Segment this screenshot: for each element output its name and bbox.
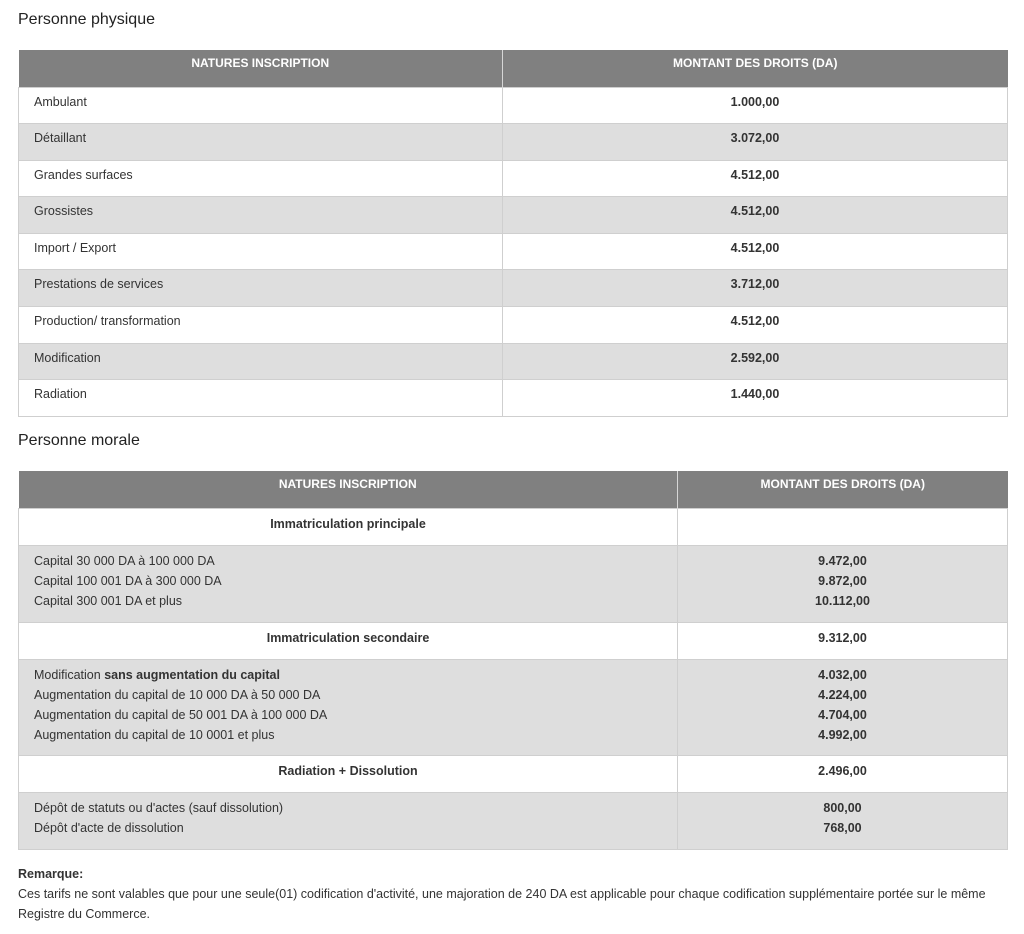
table-row-depots	[19, 792, 1008, 849]
nature-cell: Détaillant	[19, 124, 503, 161]
list-item-label: Dépôt d'acte de dissolution	[34, 820, 184, 835]
table-row	[19, 160, 1008, 197]
nature-cell: Production/ transformation	[19, 307, 503, 344]
header-natures-inscription: NATURES INSCRIPTION	[19, 471, 678, 508]
header-montant-droits: MONTANT DES DROITS (DA)	[503, 50, 1008, 87]
list-item-montant: 800,00	[823, 800, 862, 815]
group-row-radiation-dissolution	[19, 755, 1008, 792]
header-natures-inscription: NATURES INSCRIPTION	[19, 50, 503, 87]
nature-cell: Radiation	[19, 380, 503, 417]
label-prefix: Modification	[34, 667, 105, 682]
table-header-row	[19, 471, 1008, 508]
table-personne-physique	[18, 50, 1008, 417]
montant-cell: 4.512,00	[503, 233, 1008, 270]
list-item-label: Capital 30 000 DA à 100 000 DA	[34, 553, 215, 568]
group-montant: 2.496,00	[678, 755, 1008, 792]
list-item-label: Capital 100 001 DA à 300 000 DA	[34, 573, 222, 588]
group-row-immatriculation-principale	[19, 508, 1008, 545]
table-row	[19, 233, 1008, 270]
table-row-capital	[19, 545, 1008, 622]
nature-cell: Modification	[19, 343, 503, 380]
montant-cell: 1.440,00	[503, 380, 1008, 417]
depots-montants	[678, 792, 1008, 849]
nature-cell: Prestations de services	[19, 270, 503, 307]
list-item-label: Dépôt de statuts ou d'actes (sauf dissolution)	[34, 800, 284, 815]
group-label: Radiation + Dissolution	[19, 755, 678, 792]
header-montant-droits: MONTANT DES DROITS (DA)	[678, 471, 1008, 508]
nature-cell: Grossistes	[19, 197, 503, 234]
table-personne-morale	[18, 471, 1008, 850]
list-item-montant: 9.472,00	[818, 553, 867, 568]
montant-cell: 4.512,00	[503, 307, 1008, 344]
montant-cell: 3.712,00	[503, 270, 1008, 307]
list-item-montant: 768,00	[823, 820, 862, 835]
group-row-immatriculation-secondaire	[19, 622, 1008, 659]
list-item-label	[34, 665, 662, 685]
group-montant: 9.312,00	[678, 622, 1008, 659]
section-title-personne-morale: Personne morale	[18, 432, 140, 449]
remarque-block	[18, 864, 1008, 924]
section-title-personne-physique: Personne physique	[18, 11, 155, 28]
list-item-label: Augmentation du capital de 10 0001 et plus	[34, 727, 275, 742]
nature-cell: Ambulant	[19, 87, 503, 124]
list-item-montant: 4.704,00	[818, 707, 867, 722]
capital-montants	[678, 545, 1008, 622]
table-header-row	[19, 50, 1008, 87]
list-item-montant: 4.032,00	[818, 667, 867, 682]
montant-cell: 4.512,00	[503, 160, 1008, 197]
table-row	[19, 270, 1008, 307]
label-bold: sans augmentation du capital	[104, 667, 280, 682]
montant-cell: 3.072,00	[503, 124, 1008, 161]
list-item-montant: 9.872,00	[818, 573, 867, 588]
table-row	[19, 124, 1008, 161]
depots-labels	[19, 792, 678, 849]
list-item-label: Augmentation du capital de 10 000 DA à 50 000 DA	[34, 687, 321, 702]
group-label: Immatriculation principale	[19, 508, 678, 545]
table-row	[19, 307, 1008, 344]
table-row	[19, 197, 1008, 234]
table-row	[19, 343, 1008, 380]
table-row-modification	[19, 659, 1008, 755]
modification-montants	[678, 659, 1008, 755]
table-row	[19, 87, 1008, 124]
montant-cell: 1.000,00	[503, 87, 1008, 124]
nature-cell: Import / Export	[19, 233, 503, 270]
list-item-label: Augmentation du capital de 50 001 DA à 100 000 DA	[34, 707, 328, 722]
montant-cell: 2.592,00	[503, 343, 1008, 380]
remarque-title: Remarque:	[18, 867, 84, 881]
remarque-text: Ces tarifs ne sont valables que pour une seule(01) codification d'activité, une majoration de 240 DA est applicable pour chaque codification supplémentaire portée sur le même Registre du Commerce.	[18, 887, 986, 921]
montant-cell: 4.512,00	[503, 197, 1008, 234]
group-label: Immatriculation secondaire	[19, 622, 678, 659]
modification-labels	[19, 659, 678, 755]
list-item-montant: 4.224,00	[818, 687, 867, 702]
list-item-montant: 4.992,00	[818, 727, 867, 742]
nature-cell: Grandes surfaces	[19, 160, 503, 197]
group-montant	[678, 508, 1008, 545]
table-row	[19, 380, 1008, 417]
list-item-montant: 10.112,00	[815, 593, 870, 608]
list-item-label: Capital 300 001 DA et plus	[34, 593, 183, 608]
capital-labels	[19, 545, 678, 622]
